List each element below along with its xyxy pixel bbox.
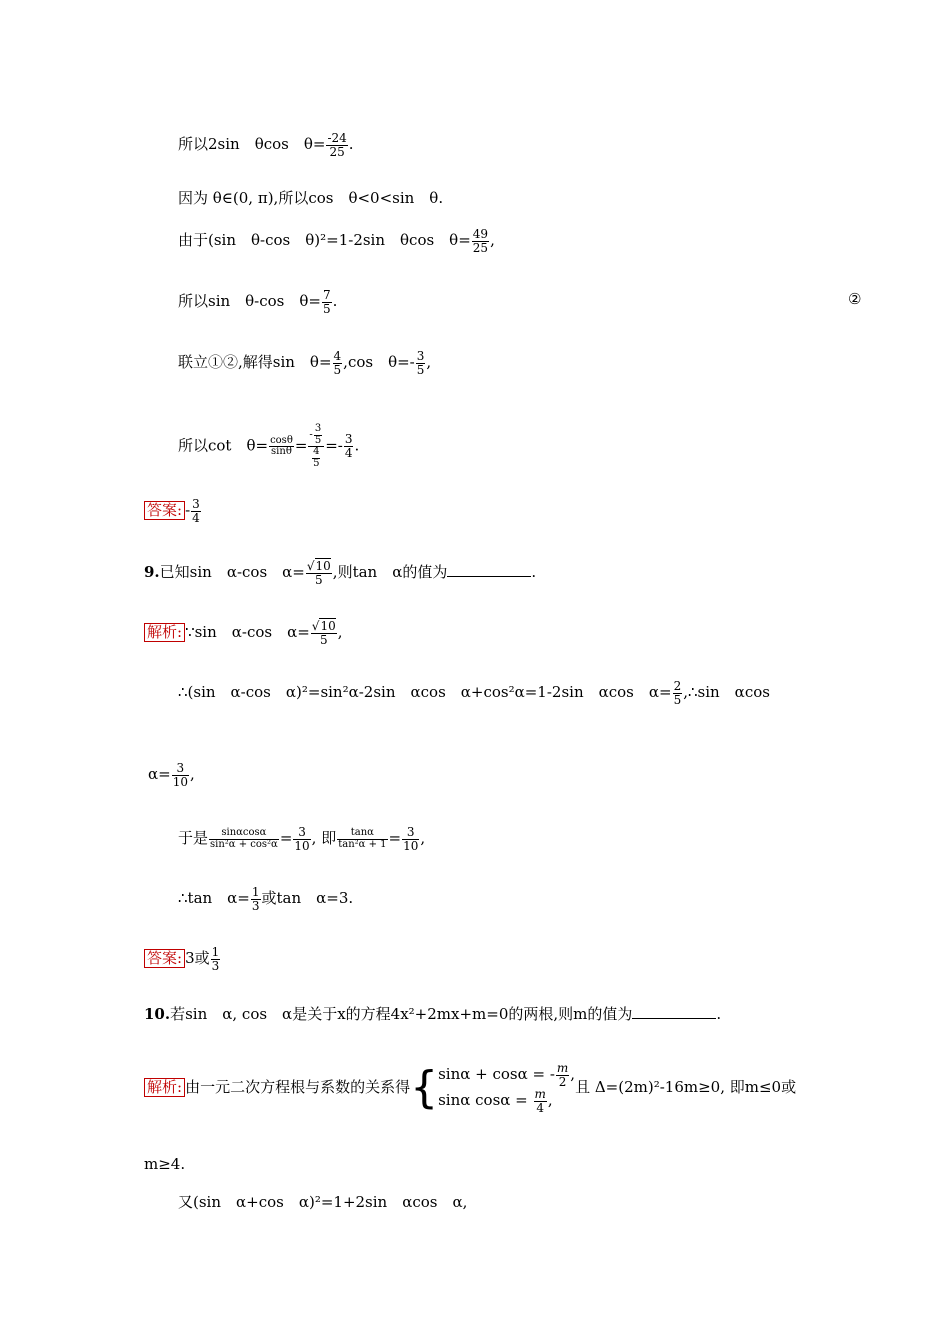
fraction: $\frac{\sin\alpha\cos\alpha}{\text{sin²α + cos²α}}$: [210, 827, 278, 850]
solution-9-line-3: α= $\frac{3}{10}$ ,: [148, 761, 195, 789]
answer-label: 答案:: [144, 949, 185, 968]
fraction: $\frac{3}{4}$: [344, 432, 353, 460]
fraction: $\frac{3}{5}$: [416, 349, 425, 377]
solution-label: 解析:: [144, 1078, 185, 1097]
fraction: $\frac{1}{3}$: [251, 885, 260, 913]
fraction: $\frac{2}{5}$: [673, 679, 682, 707]
answer-blank[interactable]: [632, 1004, 716, 1019]
fraction: $\frac{3}{4}$: [192, 497, 200, 525]
solution-10-line-3: 又(sin α+cos α)²=1+2sin αcos α,: [178, 1193, 468, 1211]
solution-10-line-1: 解析: 由一元二次方程根与系数的关系得{ sinα + cosα = - $\frac{m}{2}$ , sinα cosα = $\frac{m}{4}$ , 且 Δ=(2m)²-16m≥0, 即m≤0或: [144, 1062, 796, 1114]
fraction: $\frac{\cos\theta}{\sin\theta}$: [270, 434, 293, 457]
fraction: $\frac{3}{10}$: [294, 825, 310, 853]
question-number: 10.: [144, 1005, 171, 1023]
solution-line-theta-range: 因为 θ∈(0, π),所以cos θ<0<sin θ.: [178, 189, 444, 207]
fraction: $\frac{√10}{5}$: [311, 619, 336, 647]
fraction: $\frac{3}{10}$: [172, 761, 188, 789]
solution-line-2sin-cos: 所以2sin θcos θ= $\frac{-24}{25}$ .: [178, 131, 354, 159]
compound-fraction: - $\frac{3}{5}$ $\frac{4}{5}$: [308, 424, 324, 469]
solution-line-cot: 所以cot θ= $\frac{\cos\theta}{\sin\theta}$ = - $\frac{3}{5}$ $\frac{4}{5}$ =- $\frac{3}{4}$ .: [178, 423, 360, 469]
question-9: 9.已知sin α-cos α= $\frac{√10}{5}$ ,则tan α的值为 .: [144, 559, 537, 587]
fraction: $\frac{m}{2}$: [556, 1061, 569, 1089]
fraction: $\frac{\tan\alpha}{\text{tan²α + 1}}$: [338, 827, 387, 850]
solution-10-line-2: m≥4.: [144, 1155, 186, 1173]
solution-line-solve-system: 联立①②,解得sin θ= $\frac{4}{5}$ ,cos θ=- $\frac{3}{5}$ ,: [178, 349, 432, 377]
fraction: $\frac{√10}{5}$: [306, 559, 331, 587]
answer-blank[interactable]: [447, 562, 531, 577]
solution-9-line-4: 于是 $\frac{\sin\alpha\cos\alpha}{\text{sin²α + cos²α}}$ = $\frac{3}{10}$ , 即 $\frac{\tan\alpha}{\text{tan²α + 1}}$ = $\frac{3}{10}$ ,: [178, 825, 426, 853]
fraction: $\frac{-24}{25}$: [327, 131, 347, 159]
question-number: 9.: [144, 563, 160, 582]
equation-marker: ②: [848, 290, 862, 308]
answer-9: 答案: 3或 $\frac{1}{3}$: [144, 946, 221, 972]
fraction: $\frac{m}{4}$: [534, 1087, 546, 1115]
fraction: $\frac{4}{5}$: [333, 349, 342, 377]
solution-line-square-expansion: 由于(sin θ-cos θ)²=1-2sin θcos θ= $\frac{49}{25}$ ,: [178, 227, 495, 255]
equation-system: sinα + cosα = - $\frac{m}{2}$ , sinα cosα = $\frac{m}{4}$ ,: [438, 1061, 576, 1115]
question-10: 10.若sin α, cos α是关于x的方程4x²+2mx+m=0的两根,则m的值为 .: [144, 1005, 722, 1023]
solution-9-line-1: 解析: ∵sin α-cos α= $\frac{√10}{5}$ ,: [144, 620, 343, 646]
solution-label: 解析:: [144, 623, 185, 642]
fraction: $\frac{49}{25}$: [472, 227, 489, 255]
fraction: $\frac{3}{10}$: [403, 825, 419, 853]
answer-label: 答案:: [144, 501, 185, 520]
solution-9-line-5: ∴tan α= $\frac{1}{3}$ 或tan α=3.: [178, 885, 354, 913]
fraction: $\frac{7}{5}$: [322, 288, 331, 316]
solution-9-line-2: ∴(sin α-cos α)²=sin²α-2sin αcos α+cos²α=1-2sin αcos α= $\frac{2}{5}$ ,∴sin αcos: [178, 679, 770, 707]
fraction: $\frac{1}{3}$: [211, 945, 220, 973]
solution-line-sin-minus-cos: 所以sin θ-cos θ= $\frac{7}{5}$ .: [178, 288, 338, 316]
system-brace: {: [410, 1062, 439, 1114]
answer-8: 答案: - $\frac{3}{4}$: [144, 498, 202, 524]
